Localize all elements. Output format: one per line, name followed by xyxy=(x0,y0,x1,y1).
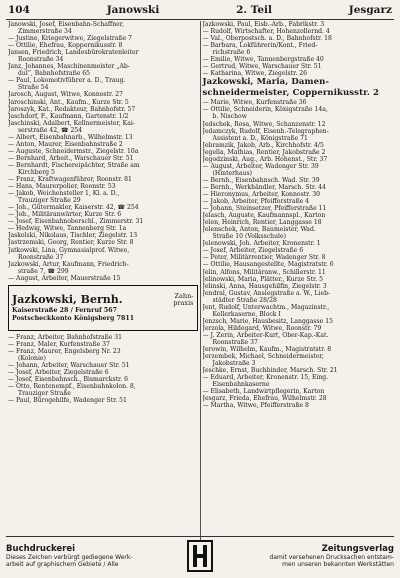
right-entries-continued xyxy=(203,99,393,409)
directory-entry-line: (Kolonie) xyxy=(18,354,46,362)
directory-entry-line: — Barbara, Lokführerin/Kont., Fried- xyxy=(202,42,318,50)
directory-entry-line: Jaroszyk, Kat., Redakteur, Bahnhofstr. 57 xyxy=(8,105,136,113)
directory-entry-line: — J. Zerin, Arbeiter-Kurt, Ober-Kap.-Kat. xyxy=(202,331,329,339)
directory-entry-line: — Bernh., Eisenbahnsch. Wad. Str. 39 xyxy=(202,176,320,184)
directory-entry-line: Jaschdorf, F., Kaufmann, Gartenstr. 1/2 xyxy=(8,112,129,120)
page-footer xyxy=(6,536,394,575)
directory-entry-line: Jastrzemski, Georg, Rentier, Kurze Str. 8 xyxy=(8,239,134,247)
directory-entry-line: Roonstraße 37 xyxy=(18,253,64,261)
directory-entry-line: — Jakob, Weichensteller 1, Kl. a. D., xyxy=(8,190,120,198)
directory-entry-line: Jarosch, August, Witwe, Konnostr. 27 xyxy=(8,91,123,99)
directory-entry-line: — Franz, Arbeiter, Bahnhofstraße 31 xyxy=(8,333,123,341)
directory-entry-line: Kellerkaserne, Block I xyxy=(212,310,281,318)
directory-entry-line: Trauziger Straße xyxy=(18,390,71,398)
directory-entry-line: — Josef, Eisenbahnsch., Bismarckstr. 6 xyxy=(8,376,129,384)
directory-entry-line: Jerzola, Hildegard, Witwe, Roonstr. 79 xyxy=(202,324,322,332)
directory-entry-line: Jenzsch, Marie, Hausbesitz, Langgasse 15 xyxy=(202,317,333,325)
directory-entry-line: Kirchberg 5 xyxy=(18,168,55,176)
directory-entry-line: Jegella, Mathias, Rentier, Jakobstraße 2 xyxy=(202,148,326,156)
directory-columns xyxy=(6,21,394,541)
directory-entry-line: — Joh., Militäranwärter, Kurze Str. 6 xyxy=(8,211,122,219)
directory-entry-line: — Rudolf, Wirtschafter, Hohenzollernd. 4 xyxy=(202,28,330,36)
directory-entry-line: Jerowin, Wilhelm, Kaufm., Magistratstr. 8 xyxy=(202,346,332,354)
directory-entry-line: Jaskolski, Nikolaus, Tischler, Ziegelstr. 13 xyxy=(8,232,138,240)
directory-entry-line: — Val., Oberpostsch. a. D., Bahnhofstr. 18 xyxy=(202,35,332,43)
directory-entry-line: Janz, Johannes, Maschinenmeister „Ab- xyxy=(8,63,130,71)
directory-entry-line: — Otto, Rentenempf., Eisenbahnkolon. 8, xyxy=(8,383,136,391)
part-label: 2. Teil xyxy=(236,4,272,16)
advertisement-box xyxy=(8,285,198,331)
footer-left-text: Dieses Zeichen verbürgt gediegene Werk- xyxy=(6,554,133,561)
page-number: 104 xyxy=(8,4,30,16)
directory-entry-line: — Elisabeth, Landwirtpflegerin, Karton xyxy=(202,388,325,396)
directory-entry-line: Jelenowski, Joh. Arbeiter, Kronenstr. 1 xyxy=(202,240,321,248)
directory-entry-line: — Marie, Witwe, Kurfenstraße 36 xyxy=(202,99,307,107)
directory-entry-line: Straße 10 (Volksschule) xyxy=(212,233,286,241)
footer-right xyxy=(223,544,394,568)
footer-left xyxy=(6,544,177,568)
last-name-label: Jesgarz xyxy=(348,4,392,16)
featured-entry-line: Jazkowski, Maria, Damen- xyxy=(202,77,329,88)
directory-entry-line: (Hinterhaus) xyxy=(212,169,253,177)
directory-entry-line: — Paul, Bürogehilfe, Wadenger Str. 51 xyxy=(8,397,127,405)
directory-entry-line: Janowski, Josef, Eisenbahn-Schaffner, xyxy=(8,21,124,28)
directory-entry-line: Jelen, Heinrich, Rentier, Langgasse 18 xyxy=(202,219,322,227)
directory-entry-line: Jent, Rudolf, Unterwachtm., Magazinstr., xyxy=(202,303,330,311)
footer-right-text: damit versehenen Drucksachen entstam- xyxy=(269,554,394,561)
directory-entry-line: — Franz, Maurer, Engelsberg Nr. 23 xyxy=(8,347,121,355)
directory-entry-line: dul“, Bahnhofstraße 65 xyxy=(18,70,91,78)
directory-entry-line: — Josef, Arbeiter, Ziegelstraße 6 xyxy=(8,368,109,376)
directory-entry-line: — Joh., Gütermakler, Kaiserstr. 42, ☎ 254 xyxy=(8,204,139,212)
directory-entry-line: Jedamczyk, Rudolf, Eisenb.-Telegraphen- xyxy=(202,127,329,135)
directory-entry-line: richstraße 6 xyxy=(212,49,251,57)
directory-entry-line: — Johann, Steinsetzer, Pfeifferstraße 11 xyxy=(202,205,327,213)
directory-entry-line: Zimmerstraße 34 xyxy=(18,28,72,36)
directory-entry-line: Jakobstraße 3 xyxy=(212,360,256,368)
directory-entry-line: Jedschek, Rosa, Witwe, Schanzenstr. 12 xyxy=(202,120,326,128)
directory-entry-line: Jesgarz, Frieda, Ehefrau, Wilhelmstr. 28 xyxy=(202,395,327,403)
directory-entry-line: Jelin, Alfons, Militäranw., Schillerstr. 11 xyxy=(202,268,326,276)
running-name: Janowski xyxy=(106,4,160,16)
directory-entry-line: — Eduard, Arbeiter, Kronenstr. 15, Eing. xyxy=(202,374,329,382)
footer-left-text: arbeit auf graphischem Gebiete / Alle xyxy=(6,561,119,568)
directory-entry-line: b. Nischow xyxy=(212,113,247,121)
directory-entry-line: — Ottilie, Hausangestellte, Magistratstr. 6 xyxy=(202,261,334,269)
directory-entry-line: Jelenschek, Anton, Baumeister, Wad. xyxy=(202,226,316,234)
directory-entry-line: — Hieronymus, Arbeiter, Konnostr. 30 xyxy=(202,190,321,198)
directory-entry-line: — Ottilie, Ehefrau, Koppernikusstr. 8 xyxy=(8,42,123,50)
directory-entry-line: Jaschinski, Adalbert, Kellnermeister, Kai- xyxy=(8,119,135,127)
directory-entry-line: — Martha, Witwe, Pfeifferstraße 8 xyxy=(202,402,309,410)
ad-account: Postscheckkonto Königsberg 7811 xyxy=(12,314,135,322)
directory-entry-line: Jazkowski, Artur, Kaufmann, Friedrich- xyxy=(8,260,129,268)
page-header xyxy=(6,4,394,20)
directory-entry-line: — August, Arbeiter, Mauerstraße 15 xyxy=(8,274,121,282)
right-column xyxy=(201,21,395,541)
ad-suffix xyxy=(173,293,193,307)
directory-entry-line: — Bernhard, Arbeit., Warschauer Str. 51 xyxy=(8,154,134,162)
directory-entry-line: — Peter, Militärrentier, Wadenger Str. 8 xyxy=(202,254,326,262)
directory-entry-line: — Gertrud, Witwe, Warschauer Str. 51 xyxy=(202,63,322,71)
directory-entry-line: städter Straße 28/28 xyxy=(212,296,277,304)
directory-entry-line: Jegodzinski, Aug., Arb. Hohenst., Str. 37 xyxy=(202,155,328,163)
directory-entry-line: — Josef, Arbeiter, Ziegelstraße 6 xyxy=(202,247,304,255)
ad-suffix-line: praxis xyxy=(173,298,194,307)
featured-entry-line: schneidermeister, Coppernikusstr. 2 xyxy=(202,88,380,99)
directory-entry-line: — Albert, Eisenbahnarb., Wilhelmstr. 13 xyxy=(8,133,133,141)
left-entries xyxy=(8,21,198,282)
directory-entry-line: Jerzembek, Michael, Schneidermeister, xyxy=(202,353,324,361)
directory-entry-line: Jendral, Gustav, Ansiegstraße a. W., Lieb- xyxy=(202,289,331,297)
footer-left-title: Buchdruckerei xyxy=(6,544,76,554)
directory-entry-line: — Anton, Maurer, Eisenbahnstraße 2 xyxy=(8,140,123,148)
directory-entry-line: — Auguste, Schneidermstr., Ziegelstr. 10a xyxy=(8,147,139,155)
right-entries xyxy=(203,21,393,77)
directory-entry-line: — Hans, Maurerpolier, Roonstr. 53 xyxy=(8,183,116,191)
directory-entry-line: Jeschke, Ernst, Buchbinder, Marsch. Str. 21 xyxy=(202,367,338,375)
directory-entry-line: — Justine, Kriegerwitwe, Ziegelstraße 7 xyxy=(8,35,132,43)
directory-entry-line: Jelinowski, Maria, Plätter., Kurze Str. 5 xyxy=(202,275,324,283)
ad-name: Jazkowski, Bernh. xyxy=(12,293,123,307)
directory-entry-line: Jaroschinski, Ant., Kaufm., Kurze Str. 5 xyxy=(8,98,129,106)
directory-entry-line: — Bernh., Werkhändler, Marsch. Str. 44 xyxy=(202,183,326,191)
directory-entry-line: — Ottilie, Schneiderin, Königstraße 14a, xyxy=(202,106,328,114)
directory-entry-line: Jazkowski, Paul, Eisb.-Arb., Fabrikstr. 3 xyxy=(202,21,325,28)
directory-entry-line: — Katharina, Witwe, Ziegelstr. 26 xyxy=(202,70,307,78)
directory-entry-line: — August, Arbeiter, Wadenger Str. 39 xyxy=(202,162,319,170)
directory-entry-line: — Bernhardt, Fischereipächter, Straße am xyxy=(8,161,140,169)
directory-entry-line: Jansen, Friedrich, Landesbürokratenleiter xyxy=(8,49,139,57)
directory-entry-line: — Paul, Lokomotivführer a. D., Traug. xyxy=(8,77,126,85)
directory-entry-line: — Jakob, Arbeiter, Pfeifferstraße 4 xyxy=(202,198,310,206)
directory-entry-line: Jelasch, Auguste, Kaufmannspl., Karton xyxy=(202,212,326,220)
directory-entry-line: Roonstraße 34 xyxy=(18,56,64,64)
printing-house-logo-icon xyxy=(183,539,217,573)
directory-entry-line: Jebramzik, Jakob, Arb., Kirchhofstr. 4/5 xyxy=(202,141,324,149)
directory-entry-line: Straße 54 xyxy=(18,84,49,92)
directory-entry-line: serstraße 42, ☎ 254 xyxy=(18,126,83,134)
directory-entry-line: — Emilie, Witwe, Tannenbergstraße 40 xyxy=(202,56,324,64)
directory-entry-line: — Johann, Arbeiter, Warschauer Str. 51 xyxy=(8,361,130,369)
directory-entry-line: — Franz, Kraftwagenführer, Roonstr. 81 xyxy=(8,176,132,184)
directory-entry-line: Trauziger Straße 29 xyxy=(18,197,81,205)
ad-suffix-line: Zahn- xyxy=(174,291,194,300)
directory-entry-line: — Hedwig, Witwe, Tannenberg Str. 1a xyxy=(8,225,127,233)
directory-entry-line: — Josef, Eisenbahnoberschl., Zimmerstr. 31 xyxy=(8,218,144,226)
left-entries-continued xyxy=(8,334,198,404)
directory-entry-line: Jelinski, Anna, Hausgehilfin, Ziegelstr. 3 xyxy=(202,282,327,290)
directory-entry-line: Assistent a. D., Königstraße 71 xyxy=(212,134,308,142)
directory-entry-line: Roonstraße 37 xyxy=(212,338,258,346)
footer-right-title: Zeitungsverlag xyxy=(321,544,394,554)
ad-address: Kaiserstraße 28 / Fernruf 567 xyxy=(12,306,118,314)
directory-entry-line: straße 7, ☎ 299 xyxy=(18,267,69,275)
footer-right-text: men unseren bekannten Werkstätten xyxy=(282,561,394,568)
directory-entry-line: Jatkowski, Lina, Gymnasialprof. Witwe, xyxy=(8,246,130,254)
directory-entry-line: — Franz, Maler, Kurfenstraße 37 xyxy=(8,340,110,348)
directory-entry-line: Eisenbahnkaserne xyxy=(212,381,270,389)
left-column xyxy=(6,21,201,541)
